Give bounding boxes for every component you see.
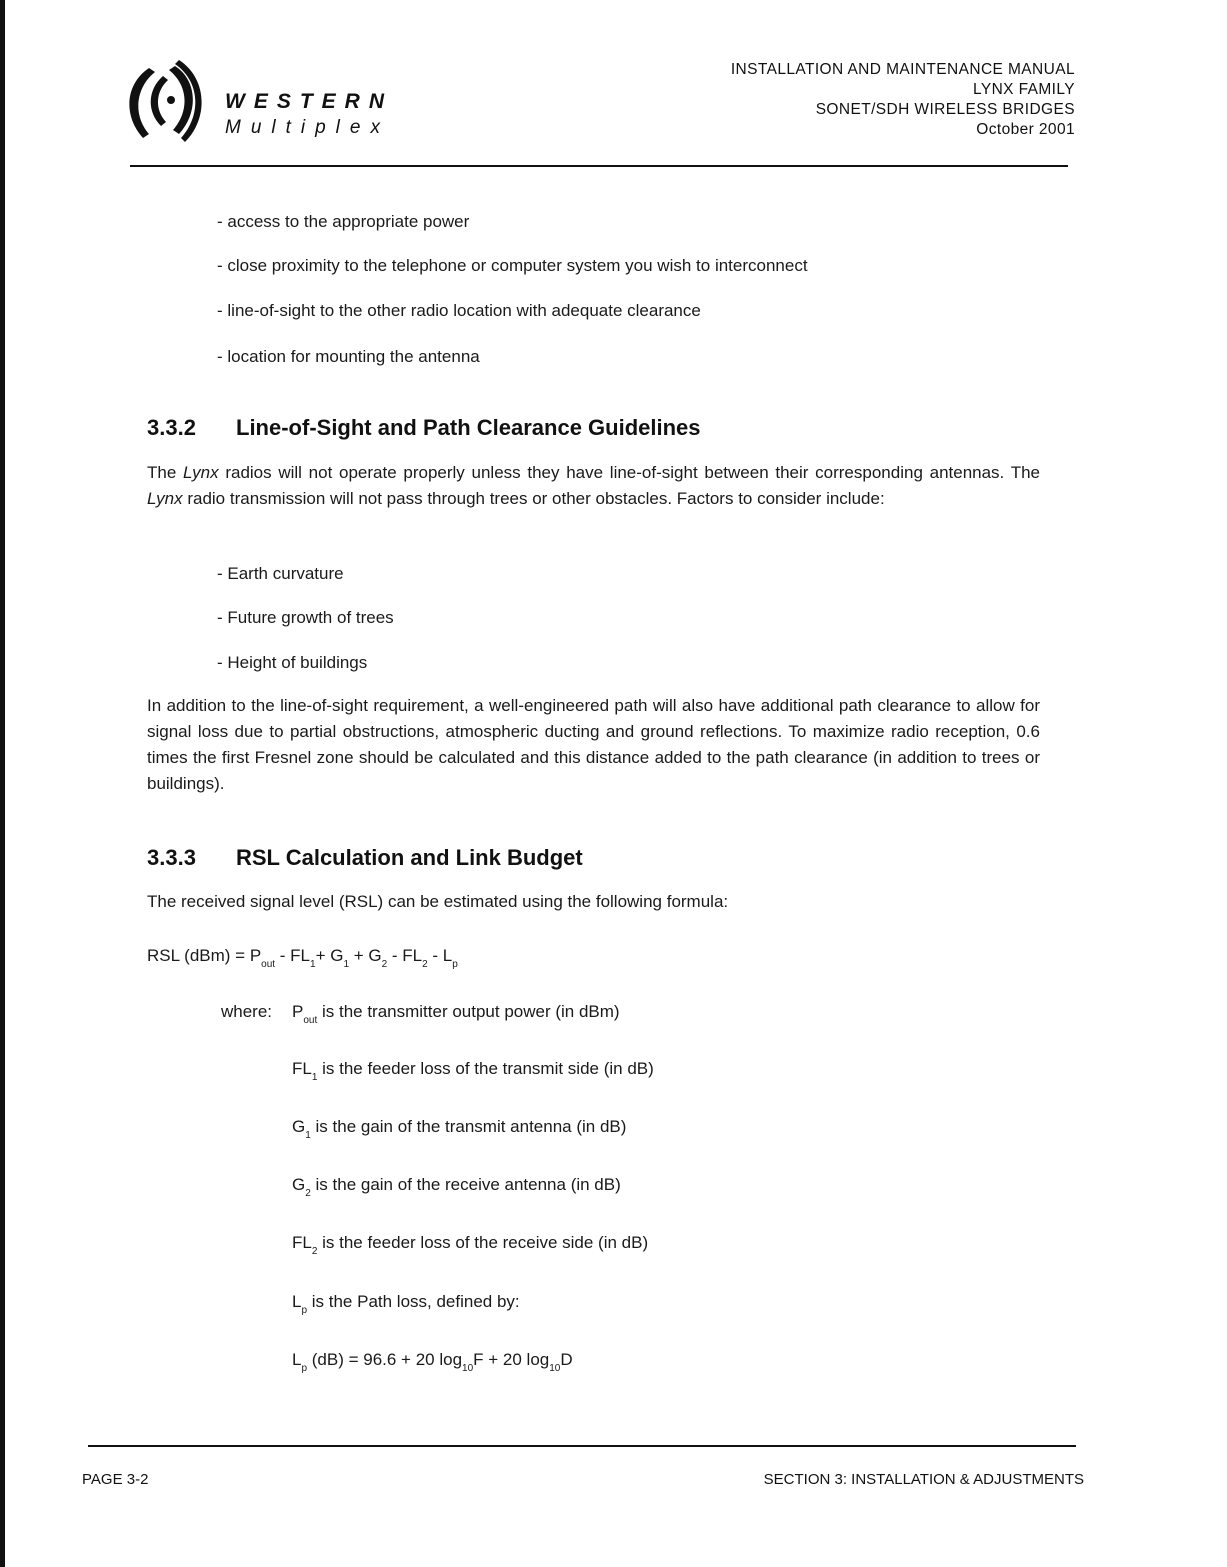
page-number: PAGE 3-2 [82,1471,149,1488]
footer-divider [88,1445,1076,1447]
definition-pout: $P_{out}$ is the transmitter output power (in dBm) [292,1002,620,1026]
list-item: - Future growth of trees [217,608,394,627]
list-item: - Height of buildings [217,653,368,672]
section-title: Line-of-Sight and Path Clearance Guidelines [236,415,701,440]
company-logo [117,58,417,148]
footer-section-title: SECTION 3: INSTALLATION & ADJUSTMENTS [763,1471,1084,1488]
rsl-formula: RSL $(dBm) = P_{out} - FL_1+ G_1 + G_2 - FL_2 - L_p$ [147,946,458,970]
page-left-edge [0,0,5,1567]
manual-title: INSTALLATION AND MAINTENANCE MANUAL [730,61,1075,78]
section-heading-3-3-2 [147,415,701,441]
paragraph-los-intro: The Lynx radios will not operate properly unless they have line-of-sight between their corresponding antennas. The Lynx radio transmission will not pass through trees or other obstacles. Factors to consider include: [147,463,1040,508]
paragraph-path-clearance: In addition to the line-of-sight requirement, a well-engineered path will also have additional path clearance to allow for signal loss due to partial obstructions, atmospheric ducting and ground reflections. To maximize radio reception, 0.6 times the first Fresnel zone should be calculated and this distance added to the path clearance (in addition to trees or buildings). [147,696,1040,793]
section-number: 3.3.3 [147,845,196,870]
document-header-info [731,60,1075,140]
path-loss-formula: $L_p$ (dB) = 96.6 + 20 $\log_{10}F + 20$ $\log_{10}D$ [292,1350,573,1374]
header-divider [130,165,1068,167]
list-item: - close proximity to the telephone or computer system you wish to interconnect [217,256,808,275]
list-item: - line-of-sight to the other radio location with adequate clearance [217,301,701,320]
definition-lp: $L_p$ is the Path loss, defined by: [292,1292,520,1316]
section-title: RSL Calculation and Link Budget [236,845,583,870]
where-label: where: [221,1002,273,1021]
product-family: LYNX FAMILY [972,81,1075,98]
section-heading-3-3-3 [147,845,583,871]
definition-fl1: $FL_1$ is the feeder loss of the transmit side (in dB) [292,1059,654,1083]
list-item: - location for mounting the antenna [217,347,480,366]
list-item: - Earth curvature [217,564,344,583]
product-type: SONET/SDH WIRELESS BRIDGES [815,101,1075,118]
definition-fl2: $FL_2$ is the feeder loss of the receive side (in dB) [292,1233,649,1257]
signal-waves-icon [117,58,217,148]
definition-g2: $G_2$ is the gain of the receive antenna (in dB) [292,1175,621,1199]
document-date: October 2001 [976,121,1075,138]
logo-wordmark-multiplex: Multiplex [225,117,390,138]
list-item: - access to the appropriate power [217,212,470,231]
paragraph-rsl-intro: The received signal level (RSL) can be estimated using the following formula: [147,892,729,911]
logo-wordmark-western: WESTERN [225,90,393,113]
section-number: 3.3.2 [147,415,196,440]
definition-g1: $G_1$ is the gain of the transmit antenna (in dB) [292,1117,627,1141]
